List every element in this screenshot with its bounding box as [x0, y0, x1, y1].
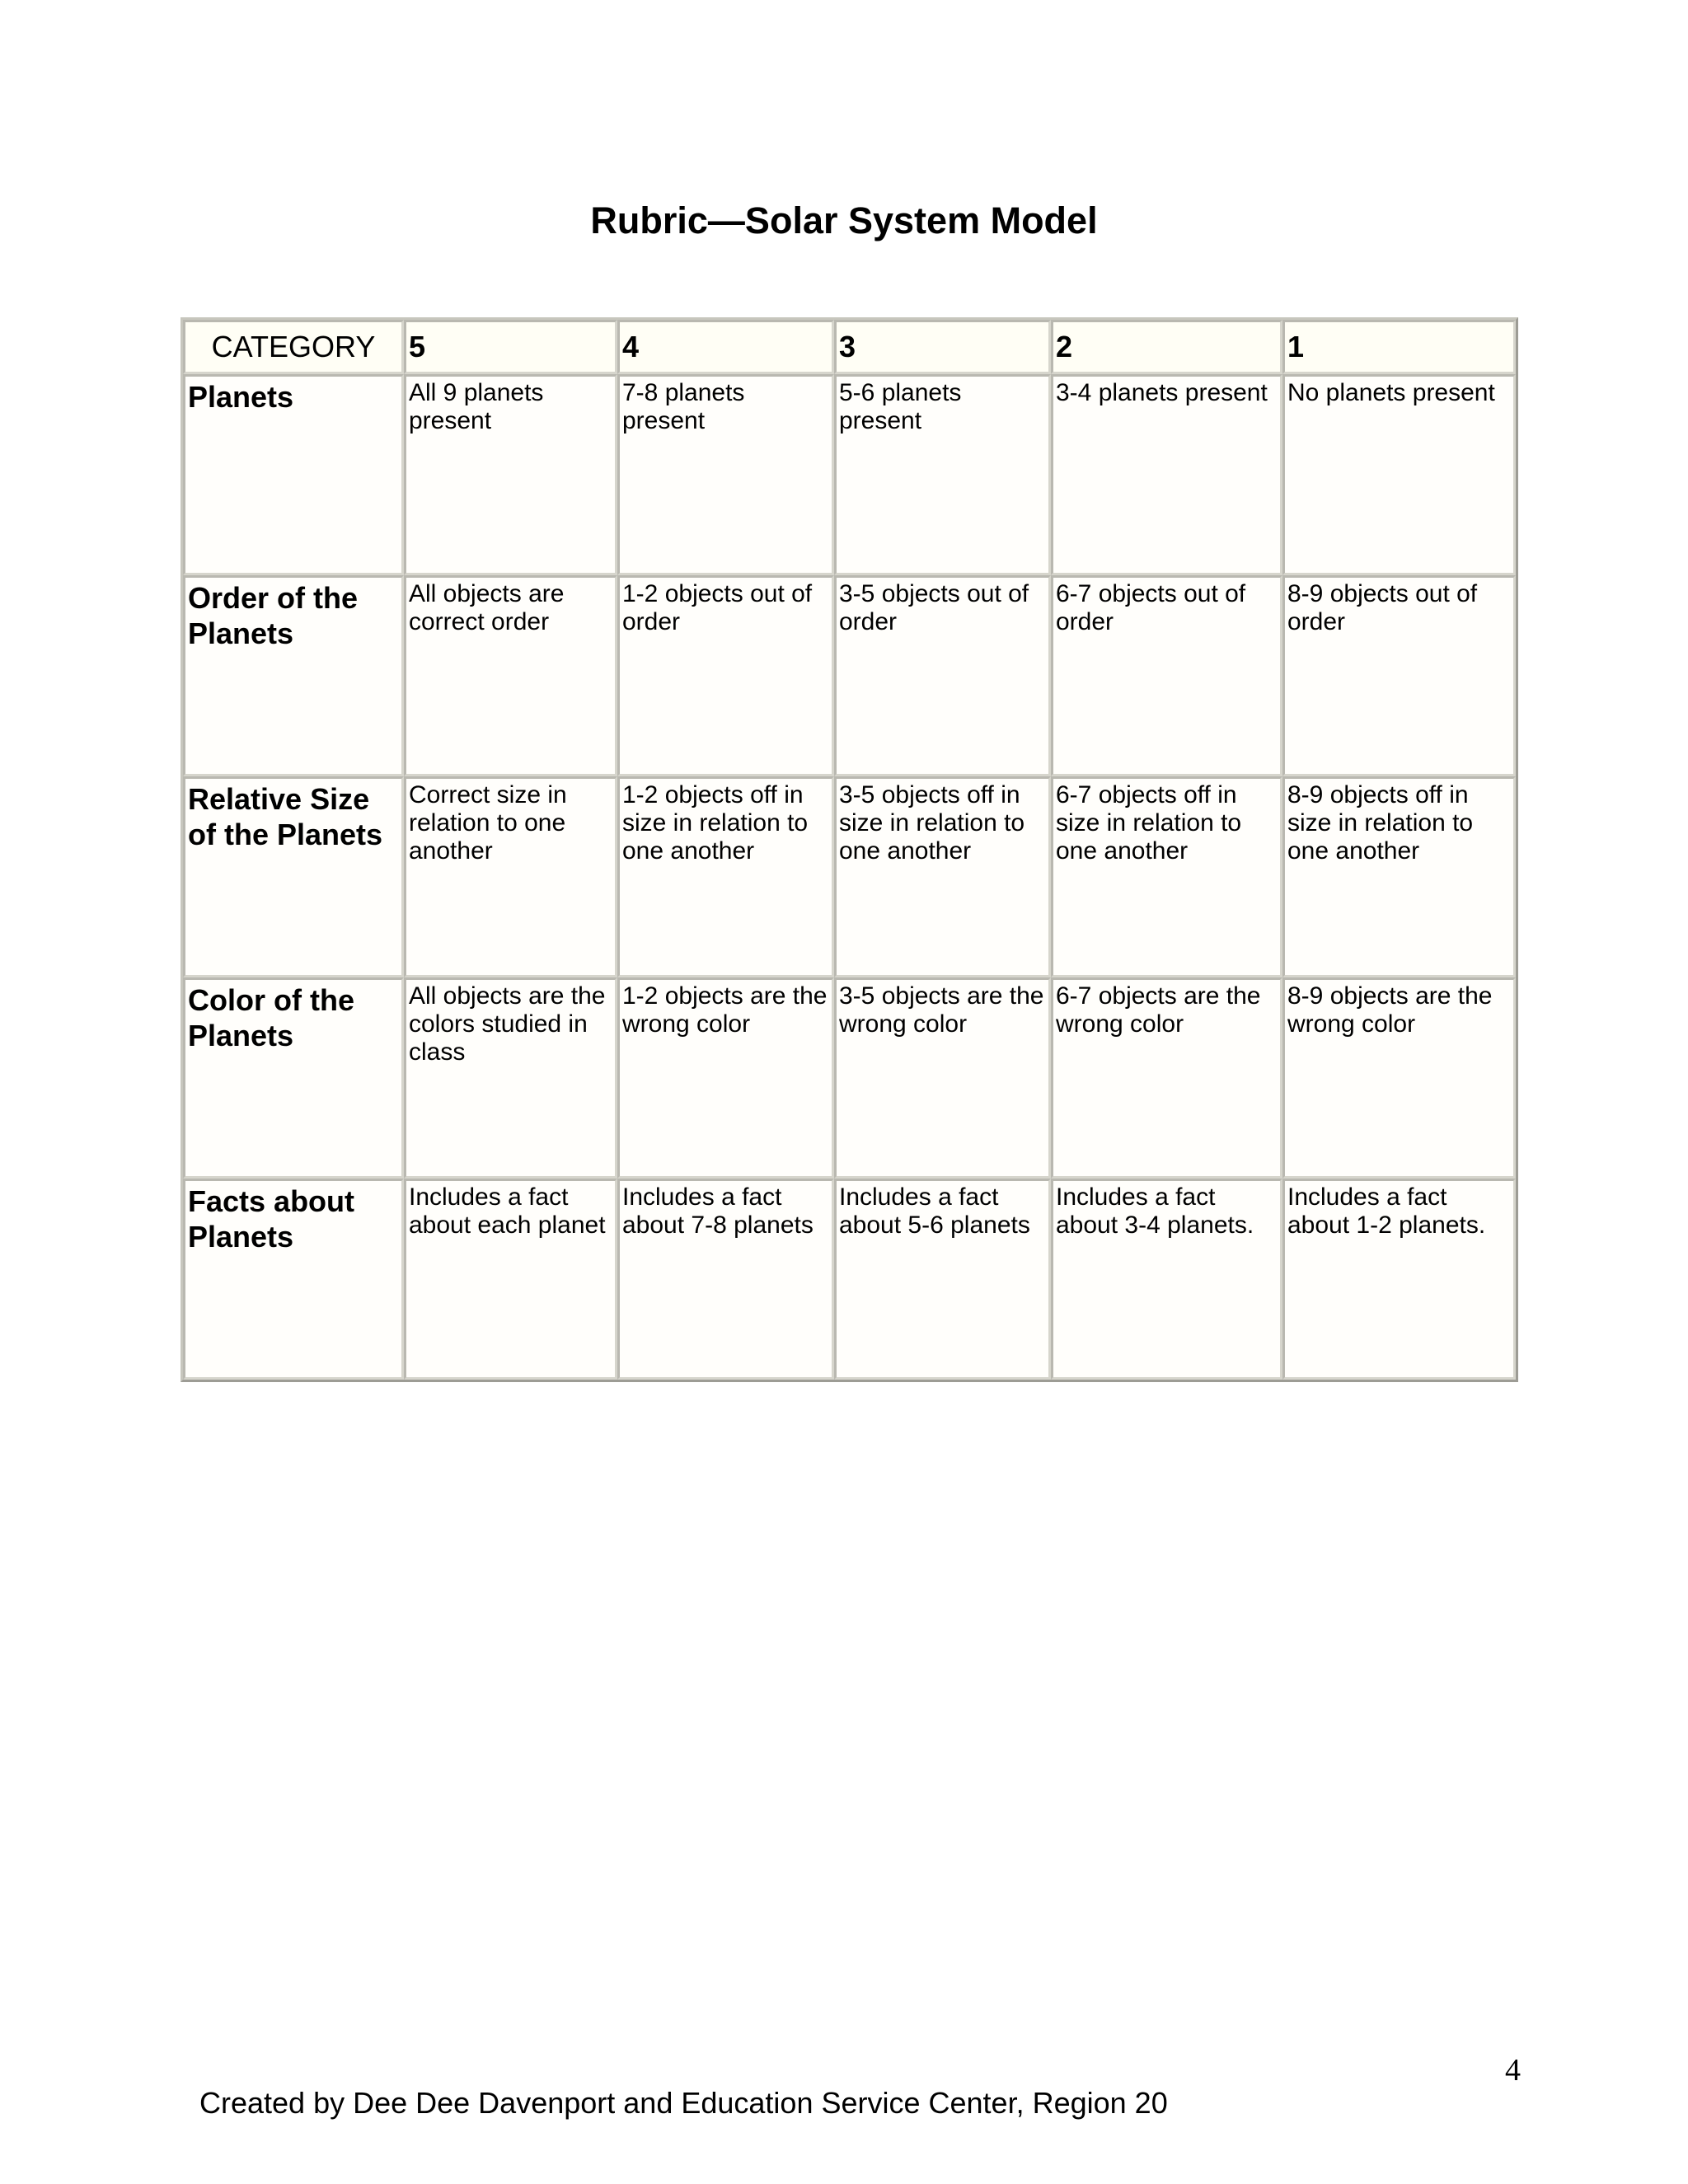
footer-credit: Created by Dee Dee Davenport and Education Service Center, Region 20 [199, 2086, 1168, 2120]
table-cell: 1-2 objects off in size in relation to one another [617, 776, 834, 977]
table-cell: All 9 planets present [404, 374, 617, 575]
table-cell: Includes a fact about each planet [404, 1179, 617, 1380]
table-cell: 5-6 planets present [834, 374, 1051, 575]
table-row [183, 1179, 1516, 1380]
row-label-facts: Facts about Planets [183, 1179, 404, 1380]
table-cell: Correct size in relation to one another [404, 776, 617, 977]
table-header-row [183, 320, 1516, 374]
table-cell: All objects are the colors studied in class [404, 977, 617, 1179]
table-cell: 6-7 objects are the wrong color [1051, 977, 1282, 1179]
table-cell: 3-5 objects out of order [834, 575, 1051, 776]
table-row [183, 575, 1516, 776]
table-row [183, 977, 1516, 1179]
column-header-score-1: 1 [1282, 320, 1516, 374]
table-cell: 3-4 planets present [1051, 374, 1282, 575]
table-cell: Includes a fact about 1-2 planets. [1282, 1179, 1516, 1380]
row-label-planets: Planets [183, 374, 404, 575]
table-cell: Includes a fact about 7-8 planets [617, 1179, 834, 1380]
table-cell: 3-5 objects off in size in relation to one another [834, 776, 1051, 977]
column-header-category: CATEGORY [183, 320, 404, 374]
column-header-score-2: 2 [1051, 320, 1282, 374]
table-cell: All objects are correct order [404, 575, 617, 776]
table-cell: 1-2 objects are the wrong color [617, 977, 834, 1179]
table-cell: Includes a fact about 5-6 planets [834, 1179, 1051, 1380]
row-label-color: Color of the Planets [183, 977, 404, 1179]
table-cell: Includes a fact about 3-4 planets. [1051, 1179, 1282, 1380]
table-cell: 3-5 objects are the wrong color [834, 977, 1051, 1179]
page-number: 4 [1505, 2053, 1521, 2088]
row-label-order-of-planets: Order of the Planets [183, 575, 404, 776]
column-header-score-3: 3 [834, 320, 1051, 374]
table-row [183, 374, 1516, 575]
table-cell: No planets present [1282, 374, 1516, 575]
page-title: Rubric—Solar System Model [590, 199, 1098, 241]
table-cell: 8-9 objects are the wrong color [1282, 977, 1516, 1179]
column-header-score-4: 4 [617, 320, 834, 374]
column-header-score-5: 5 [404, 320, 617, 374]
table-cell: 8-9 objects out of order [1282, 575, 1516, 776]
table-cell: 8-9 objects off in size in relation to one another [1282, 776, 1516, 977]
table-cell: 7-8 planets present [617, 374, 834, 575]
row-label-relative-size: Relative Size of the Planets [183, 776, 404, 977]
table-cell: 1-2 objects out of order [617, 575, 834, 776]
rubric-table [181, 317, 1518, 1382]
table-cell: 6-7 objects off in size in relation to one another [1051, 776, 1282, 977]
table-row [183, 776, 1516, 977]
table-cell: 6-7 objects out of order [1051, 575, 1282, 776]
